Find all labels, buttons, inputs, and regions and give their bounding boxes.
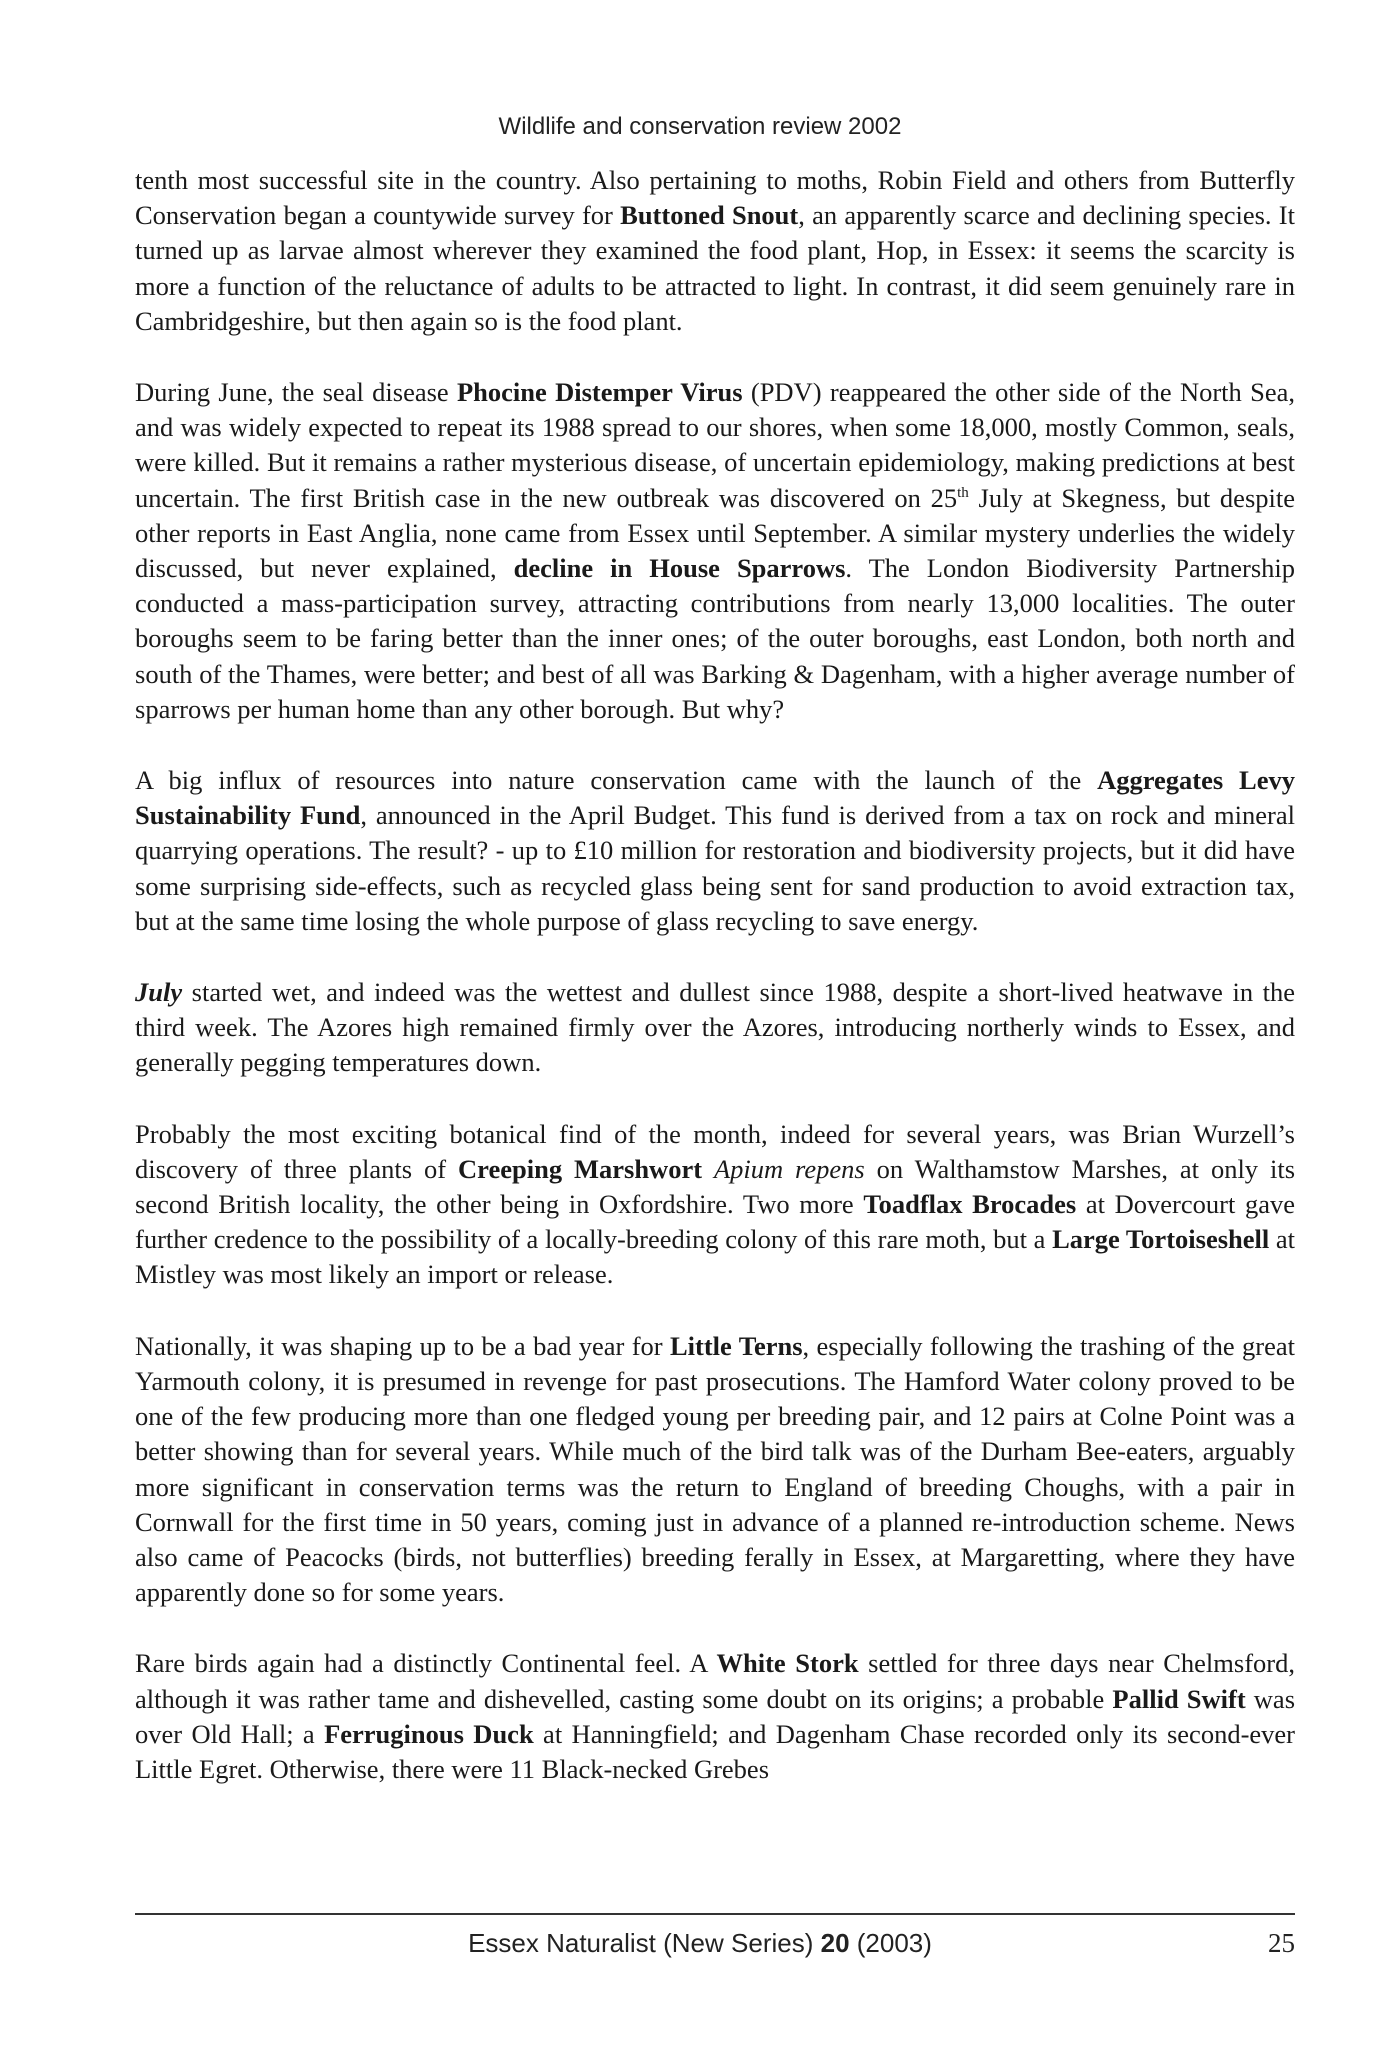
text-run: Rare birds again had a distinctly Continental feel. A — [135, 1648, 717, 1679]
text-run: July at Skegness, but despite other reports in East Anglia, none came from Essex until September. A similar mystery underlies the widely discussed, but never explained, — [135, 482, 1295, 584]
journal-volume: 20 — [820, 1928, 850, 1958]
bold-text: White Stork — [716, 1648, 859, 1679]
text-run: . The London Biodiversity Partnership conducted a mass-participation survey, attracting contributions from nearly 13,000 localities. The outer boroughs seem to be faring better than the inner ones; of the outer boroughs, east London, both north and south of the Thames, were better; and best of all was Barking & Dagenham, with a higher average number of sparrows per human home than any other borough. But why? — [135, 553, 1296, 724]
bold-text: Little Terns — [669, 1330, 803, 1361]
bold-text: decline in House Sparrows — [513, 553, 846, 584]
paragraph — [135, 763, 1295, 939]
bold-text: Creeping Marshwort — [458, 1153, 703, 1184]
text-run: Nationally, it was shaping up to be a bad year for — [135, 1330, 670, 1361]
running-header: Wildlife and conservation review 2002 — [498, 113, 902, 140]
bold-text: Aggregates Levy Sustainability Fund — [135, 765, 1295, 831]
journal-footer — [0, 1928, 1400, 1959]
paragraph — [135, 375, 1295, 727]
footer-rule — [135, 1913, 1295, 1915]
paragraph — [135, 1646, 1295, 1787]
italic-text: Apium repens — [713, 1153, 865, 1184]
journal-name: Essex Naturalist (New Series) — [468, 1928, 821, 1958]
paragraph — [135, 975, 1295, 1081]
paragraph — [135, 1329, 1295, 1611]
text-run: on Walthamstow Marshes, at only its second British locality, the other being in Oxfordshire. Two more — [135, 1153, 1296, 1220]
page-number: 25 — [1268, 1928, 1295, 1958]
text-run: , announced in the April Budget. This fund is derived from a tax on rock and mineral quarrying operations. The result? - up to £10 million for restoration and biodiversity projects, but it did have some surprising side-effects, such as recycled glass being sent for sand production to avoid extraction tax, but at the same time losing the whole purpose of glass recycling to save energy. — [135, 800, 1295, 936]
text-run: During June, the seal disease — [135, 377, 457, 408]
text-run: , an apparently scarce and declining species. It turned up as larvae almost wherever they examined the food plant, Hop, in Essex: it seems the scarcity is more a function of the reluctance of adults to be attracted to light. In contrast, it did seem genuinely rare in Cambridgeshire, but then again so is the food plant. — [135, 200, 1295, 336]
text-run: was over Old Hall; a — [135, 1683, 1296, 1749]
text-run: (PDV) reappeared the other side of the North Sea, and was widely expected to repeat its 1988 spread to our shores, when some 18,000, mostly Common, seals, were killed. But it remains a rather mysterious disease, of uncertain epidemiology, making predictions at best uncertain. The first British case in the new outbreak was discovered on 25 — [135, 377, 1295, 513]
text-run: started wet, and indeed was the wettest and dullest since 1988, despite a short-lived heatwave in the third week. The Azores high remained firmly over the Azores, introducing northerly winds to Essex, and generally pegging temperatures down. — [135, 977, 1295, 1078]
bold-text: Pallid Swift — [1112, 1683, 1246, 1714]
bold-text: Toadflax Brocades — [863, 1189, 1077, 1220]
text-run: th — [957, 484, 969, 501]
bold-text: Phocine Distemper Virus — [456, 377, 743, 408]
paragraph — [135, 1117, 1295, 1293]
bold-text: Large Tortoiseshell — [1052, 1224, 1270, 1255]
text-run: Probably the most exciting botanical find of the month, indeed for several years, was Brian Wurzell’s discovery of three plants of — [135, 1118, 1295, 1184]
bold-text: Buttoned Snout — [620, 200, 799, 231]
text-run: at Dovercourt gave further credence to the possibility of a locally-breeding colony of this rare moth, but a — [135, 1189, 1296, 1255]
text-run: , especially following the trashing of the great Yarmouth colony, it is presumed in revenge for past prosecutions. The Hamford Water colony proved to be one of the few producing more than one fledged young per breeding pair, and 12 pairs at Colne Point was a better showing than for several years. While much of the bird talk was of the Durham Bee-eaters, arguably more significant in conservation terms was the return to England of breeding Choughs, with a pair in Cornwall for the first time in 50 years, coming just in advance of a planned re-introduction scheme. News also came of Peacocks (birds, not butterflies) breeding ferally in Essex, at Margaretting, where they have apparently done so for some years. — [135, 1330, 1295, 1608]
bold-text: July — [135, 977, 183, 1008]
bold-text: Ferruginous Duck — [324, 1718, 534, 1749]
text-run: settled for three days near Chelmsford, although it was rather tame and dishevelled, casting some doubt on its origins; a probable — [135, 1648, 1295, 1714]
text-run: tenth most successful site in the country. Also pertaining to moths, Robin Field and others from Butterfly Conservation began a countywide survey for — [135, 165, 1295, 231]
text-run — [702, 1154, 714, 1184]
text-run: at Hanningfield; and Dagenham Chase recorded only its second-ever Little Egret. Otherwise, there were 11 Black-necked Grebes — [135, 1718, 1295, 1784]
text-run: A big influx of resources into nature conservation came with the launch of the — [135, 765, 1098, 796]
article-body — [135, 163, 1295, 1823]
journal-year: (2003) — [849, 1928, 932, 1958]
paragraph — [135, 163, 1295, 339]
text-run: at Mistley was most likely an import or release. — [135, 1224, 1296, 1290]
